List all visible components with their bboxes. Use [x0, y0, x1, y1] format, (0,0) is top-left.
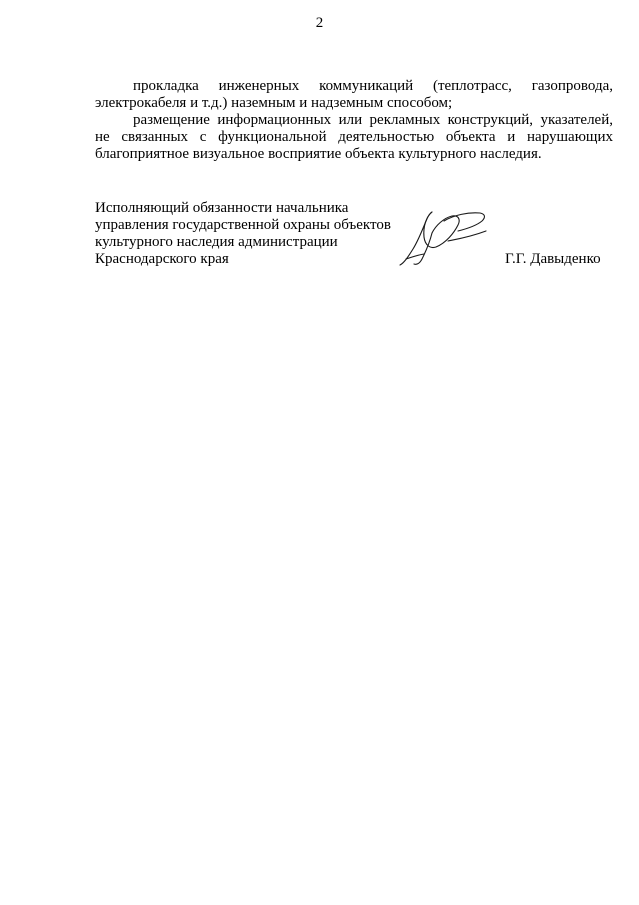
signer-name: Г.Г. Давыденко: [505, 251, 601, 267]
position-line: Краснодарского края: [95, 251, 229, 267]
position-line: культурного наследия администрации: [95, 234, 338, 250]
paragraph-advertising: размещение информационных или рекламных конструкций, указателей, не связанных с функциональной деятельностью объекта и нарушающих благоприятное визуальное восприятие объекта культурного наследия.: [95, 112, 613, 162]
handwritten-signature: [396, 207, 490, 269]
position-line: управления государственной охраны объектов: [95, 217, 391, 233]
paragraph-utilities: прокладка инженерных коммуникаций (теплотрасс, газопровода, электрокабеля и т.д.) наземным и надземным способом;: [95, 78, 613, 111]
signatory-position: [95, 200, 425, 268]
position-line: Исполняющий обязанности начальника: [95, 200, 349, 216]
page-number: 2: [315, 15, 324, 31]
body-text: [95, 78, 613, 163]
